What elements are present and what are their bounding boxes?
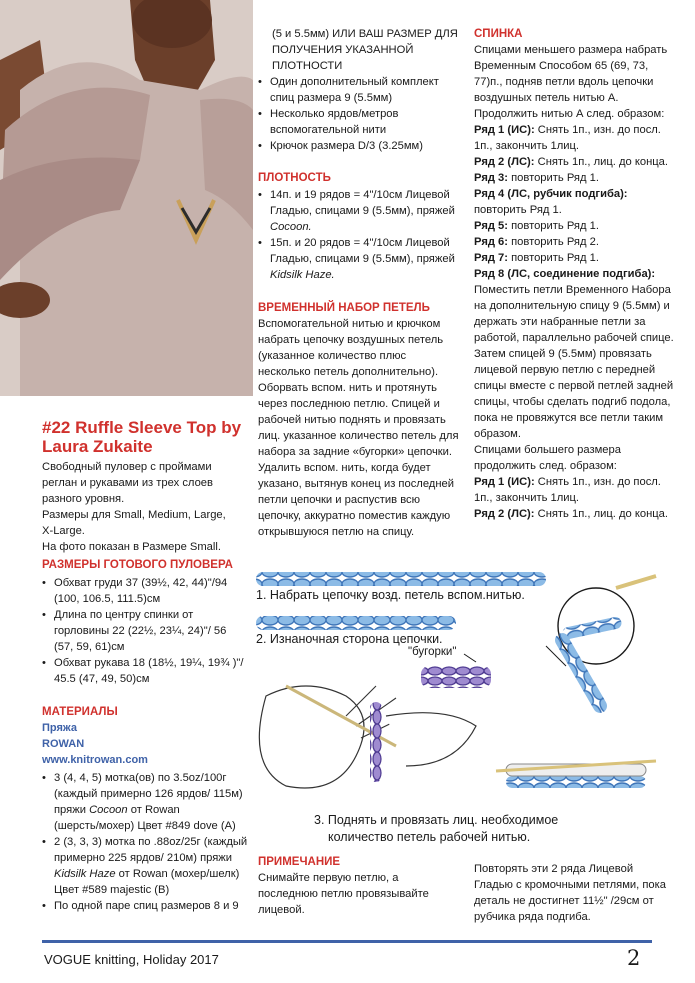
- bumps-label: "бугорки": [408, 646, 457, 658]
- photo-illustration: [0, 0, 253, 396]
- list-item: • Обхват рукава 18 (18½, 19¼, 19¾ )"/ 45.5 (47, 49, 50)см: [42, 655, 257, 687]
- page-number: 2: [627, 946, 641, 970]
- back-heading: СПИНКА: [474, 28, 523, 40]
- repeat-text: Повторять эти 2 ряда Лицевой Гладью с кромочными петлями, пока деталь не достигнет 11½" /29см от рубчика ряда подгиба.: [474, 863, 667, 923]
- pattern-title: #22 Ruffle Sleeve Top by Laura Zukaite: [42, 418, 242, 456]
- list-item: • 2 (3, 3, 3) мотка по .88oz/25г (каждый примерно 225 ярдов/ 210м) пряжи Kidsilk Haze от Rowan (мохер/шелк) Цвет #589 majestic (B): [42, 834, 257, 898]
- footer-magazine: VOGUE knitting, Holiday 2017: [44, 952, 219, 967]
- technique-illustration: [246, 566, 662, 852]
- materials-heading: МАТЕРИАЛЫ: [42, 706, 118, 718]
- list-item: • Длина по центру спинки от горловины 22 (22½, 23¼, 24)"/ 56 (57, 59, 61)см: [42, 607, 257, 655]
- gauge-list: [258, 187, 463, 283]
- cast-on-text: Вспомогательной нитью и крючком набрать цепочку воздушных петель (указанное количество плюс несколько петель дополнительно). Оборвать вспом. нить и протянуть через последнюю петлю. Спицей и рабочей нитью поднять и провязать лиц. указанное количество петель для набора за задние «бугорки» цепочки. Удалить вспом. нить, когда будет указано, вытянув конец из последней петли цепочки и распустив всю цепочку, аккуратно поместив каждую открывшуюся петлю на спицу.: [258, 318, 459, 538]
- tools-list: [258, 74, 458, 154]
- materials-list: [42, 770, 257, 914]
- cast-on-heading: ВРЕМЕННЫЙ НАБОР ПЕТЕЛЬ: [258, 302, 430, 314]
- illustration-drawing: [246, 566, 662, 852]
- list-item: • 3 (4, 4, 5) мотка(ов) по 3.5oz/100г (каждый примерно 126 ярдов/ 115м) пряжи Cocoon от Rowan (шерсть/мохер) Цвет #849 dove (A): [42, 770, 257, 834]
- step-1-label: 1. Набрать цепочку возд. петель вспом.нитью.: [256, 588, 525, 602]
- brand-name: ROWAN: [42, 738, 85, 750]
- yarn-block: [42, 720, 148, 768]
- sizes-heading: РАЗМЕРЫ ГОТОВОГО ПУЛОВЕРА: [42, 559, 233, 571]
- list-item: • 15п. и 20 рядов = 4"/10см Лицевой Гладью, спицами 9 (5.5мм), пряжей Kidsilk Haze.: [258, 235, 463, 283]
- photo: [0, 0, 253, 396]
- list-item: • Обхват груди 37 (39½, 42, 44)"/94 (100, 106.5, 111.5)см: [42, 575, 257, 607]
- yarn-label: Пряжа: [42, 722, 77, 734]
- needles-continued: (5 и 5.5мм) ИЛИ ВАШ РАЗМЕР ДЛЯ ПОЛУЧЕНИЯ УКАЗАННОЙ ПЛОТНОСТИ: [272, 28, 458, 72]
- pattern-intro: Свободный пуловер с проймами реглан и рукавами из трех слоев разного уровня. Размеры для Small, Medium, Large, X-Large. На фото показан в Размере Small.: [42, 461, 226, 553]
- brand-website[interactable]: www.knitrowan.com: [42, 754, 148, 766]
- step-3-label: 3. Поднять и провязать лиц. необходимое количество петель рабочей нитью.: [314, 813, 559, 844]
- gauge-heading: ПЛОТНОСТЬ: [258, 172, 331, 184]
- list-item: • Крючок размера D/3 (3.25мм): [258, 138, 458, 154]
- note-text: Снимайте первую петлю, а последнюю петлю провязывайте лицевой.: [258, 872, 429, 916]
- list-item: • 14п. и 19 рядов = 4"/10см Лицевой Гладью, спицами 9 (5.5мм), пряжей Cocoon.: [258, 187, 463, 235]
- list-item: • Несколько ярдов/метров вспомогательной нити: [258, 106, 458, 138]
- sizes-list: [42, 575, 257, 687]
- list-item: • Один дополнительный комплект спиц размера 9 (5.5мм): [258, 74, 458, 106]
- step-2-label: 2. Изнаночная сторона цепочки.: [256, 632, 443, 646]
- note-heading: ПРИМЕЧАНИЕ: [258, 856, 341, 868]
- list-item: • По одной паре спиц размеров 8 и 9: [42, 898, 257, 914]
- back-instructions: Спицами меньшего размера набрать Временным Способом 65 (69, 73, 77)п., подняв петли вдоль цепочки воздушных петель нитью А. Продолжить нитью А след. образом: Ряд 1 (ИС): Снять 1п., изн. до посл. 1п., закончить 1лиц. Ряд 2 (ЛС): Снять 1п., лиц. до конца. Ряд 3: повторить Ряд 1. Ряд 4 (ЛС, рубчик подгиба): повторить Ряд 1. Ряд 5: повторить Ряд 1. Ряд 6: повторить Ряд 2. Ряд 7: повторить Ряд 1. Ряд 8 (ЛС, соединение подгиба): Поместить петли Временного Набора на дополнительную спицу 9 (5.5мм) и держать эти набранные петли за работой, параллельно рабочей спице. Затем спицей 9 (5.5мм) провязать лицевой первую петлю с передней спицы вместе с первой петлей задней спицы, чтобы сделать подгиб подола, пока не провяжутся все петли таким образом. Спицами большего размера продолжить след. образом: Ряд 1 (ИС): Снять 1п., изн. до посл. 1п., закончить 1лиц. Ряд 2 (ЛС): Снять 1п., лиц. до конца.: [474, 44, 674, 520]
- footer-rule: [42, 940, 652, 943]
